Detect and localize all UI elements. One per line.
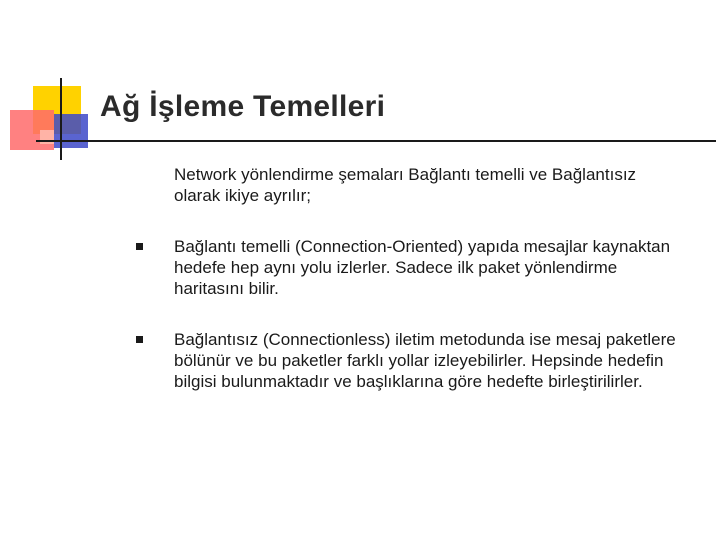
bullet-item [130, 329, 690, 392]
bullet-text: Bağlantısız (Connectionless) iletim metodunda ise mesaj paketlere bölünür ve bu paketler farklı yollar izleyebilirler. Hepsinde hedefin bilgisi bulunmaktadır ve başlıklarına göre hedefte birleştirilirler. [174, 330, 676, 391]
square-bullet-icon [136, 336, 143, 343]
decorative-squares-logo [0, 0, 120, 170]
title-underline-rule [36, 140, 716, 142]
square-bullet-icon [136, 243, 143, 250]
vertical-rule [60, 78, 62, 160]
slide-title: Ağ İşleme Temelleri [100, 90, 386, 123]
bullet-list [130, 236, 690, 422]
bullet-item [130, 236, 690, 299]
intro-text: Network yönlendirme şemaları Bağlantı temelli ve Bağlantısız olarak ikiye ayrılır; [174, 165, 637, 205]
bullet-text: Bağlantı temelli (Connection-Oriented) yapıda mesajlar kaynaktan hedefe hep aynı yolu izlerler. Sadece ilk paket yönlendirme haritasını bilir. [174, 237, 671, 298]
